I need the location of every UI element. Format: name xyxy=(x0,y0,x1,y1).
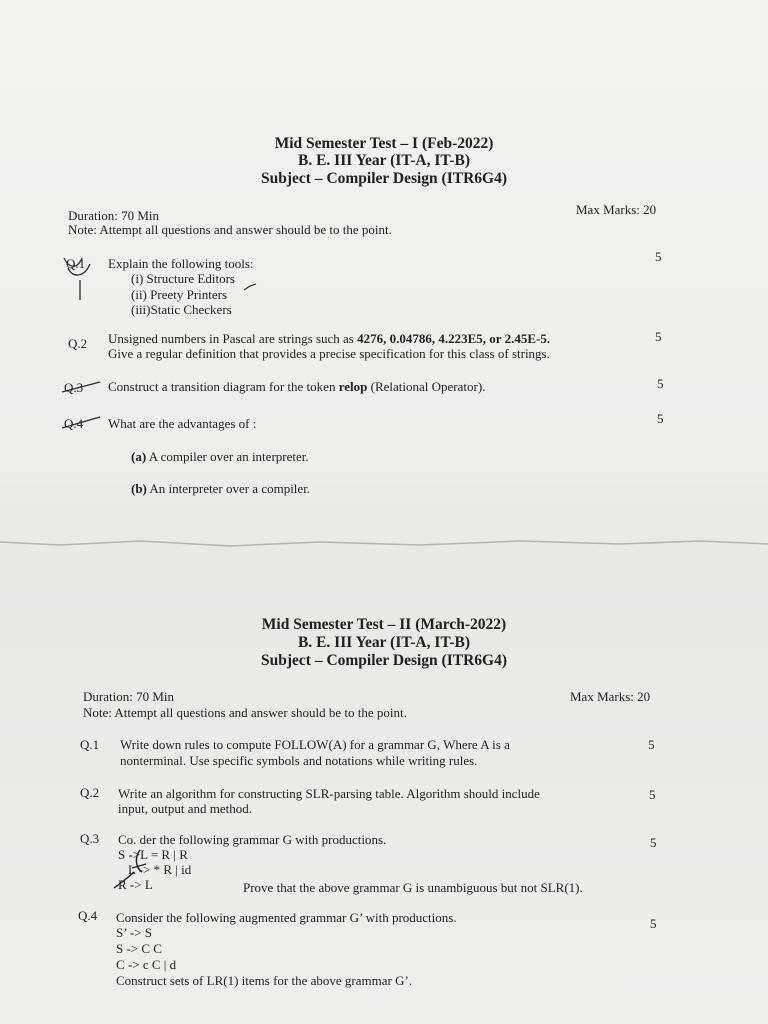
test1-q2-line2: Give a regular definition that provides a precise specification for this class of strings. xyxy=(108,346,550,361)
test2-q4-line1: Consider the following augmented grammar G’ with productions. xyxy=(116,910,457,925)
handwritten-tick-mark xyxy=(242,282,258,294)
test2-q4-prod1: S’ -> S xyxy=(116,925,152,940)
test2-q4-construct: Construct sets of LR(1) items for the above grammar G’. xyxy=(116,973,413,988)
test1-q1-number: Q.1 xyxy=(66,256,86,271)
test2-max-marks: Max Marks: 20 xyxy=(570,689,651,704)
handwritten-tick-scribble xyxy=(58,250,118,310)
test2-q2-number: Q.2 xyxy=(80,785,100,800)
test1-q4-option-a-text: A compiler over an interpreter. xyxy=(146,449,309,464)
test2-q4-number: Q.4 xyxy=(78,908,98,923)
test2-duration: Duration: 70 Min xyxy=(83,689,174,704)
test2-q1-line2: nonterminal. Use specific symbols and notations while writing rules. xyxy=(120,753,478,768)
test1-q1-marks: 5 xyxy=(655,249,662,264)
test1-max-marks: Max Marks: 20 xyxy=(576,202,657,217)
test2-q3-prove: Prove that the above grammar G is unambiguous but not SLR(1). xyxy=(243,880,583,895)
test2-note: Note: Attempt all questions and answer should be to the point. xyxy=(83,705,407,720)
test1-duration: Duration: 70 Min xyxy=(68,208,159,223)
handwritten-scribble xyxy=(112,838,162,896)
test1-q4-marks: 5 xyxy=(657,411,664,426)
test1-q1-item-ii: (ii) Preety Printers xyxy=(131,287,228,302)
test1-q3-marks: 5 xyxy=(657,376,664,391)
test1-title: Mid Semester Test – I (Feb-2022) xyxy=(274,135,494,152)
test1-q2-number: Q.2 xyxy=(68,336,88,351)
test1-q2-line1-bold: 4276, 0.04786, 4.223E5, or 2.45E-5. xyxy=(357,331,551,346)
test1-q3-text-post: (Relational Operator). xyxy=(367,379,486,394)
test2-q2-line1: Write an algorithm for constructing SLR-parsing table. Algorithm should include xyxy=(118,786,540,801)
test1-q4-option-a xyxy=(131,449,309,465)
test2-q2-line2: input, output and method. xyxy=(118,801,252,816)
test2-q4-prod3: C -> c C | d xyxy=(116,957,177,972)
test2-year: B. E. III Year (IT-A, IT-B) xyxy=(298,634,470,651)
test2-title: Mid Semester Test – II (March-2022) xyxy=(261,616,507,633)
test1-q4-option-b xyxy=(131,481,310,497)
test2-q3-prod1: S ->L = R | R xyxy=(118,847,188,862)
test1-q1-text: Explain the following tools: xyxy=(108,256,254,271)
test2-q3-marks: 5 xyxy=(650,835,657,850)
test1-q1-item-iii: (iii)Static Checkers xyxy=(131,302,232,317)
test1-q4-option-b-text: An interpreter over a compiler. xyxy=(146,481,311,496)
test1-q3-text-bold: relop xyxy=(338,379,368,394)
test2-q1-number: Q.1 xyxy=(80,737,100,752)
paper-tear-edge xyxy=(0,536,768,552)
test1-q3-text-pre: Construct a transition diagram for the token xyxy=(108,379,339,394)
test1-q4-option-b-label: (b) xyxy=(131,481,147,496)
test2-q2-marks: 5 xyxy=(649,787,656,802)
test2-q3-prod2: L -> * R | id xyxy=(128,862,192,877)
test2-q1-line1: Write down rules to compute FOLLOW(A) for a grammar G, Where A is a xyxy=(120,737,510,752)
test1-q2-line1-text: Unsigned numbers in Pascal are strings such as xyxy=(108,331,358,346)
test2-q3-number: Q.3 xyxy=(80,831,100,846)
test2-q3-line1: Co. der the following grammar G with productions. xyxy=(118,832,387,847)
test2-q4-prod2: S -> C C xyxy=(116,941,162,956)
handwritten-strike-mark-2 xyxy=(60,414,106,432)
test1-q2-marks: 5 xyxy=(655,329,662,344)
test1-q3-text xyxy=(108,379,485,395)
test1-q1-item-i: (i) Structure Editors xyxy=(131,271,235,286)
test2-q3-prod3: R -> L xyxy=(118,877,153,892)
test2-q4-marks: 5 xyxy=(650,916,657,931)
test1-q3-number: Q.3 xyxy=(64,380,84,395)
test1-q4-text: What are the advantages of : xyxy=(108,416,257,431)
test1-year: B. E. III Year (IT-A, IT-B) xyxy=(298,152,470,169)
handwritten-strike-mark xyxy=(60,378,106,396)
test1-note: Note: Attempt all questions and answer should be to the point. xyxy=(68,222,392,237)
test2-subject: Subject – Compiler Design (ITR6G4) xyxy=(261,652,507,669)
test1-subject: Subject – Compiler Design (ITR6G4) xyxy=(261,170,507,187)
test1-q4-number: Q.4 xyxy=(64,416,84,431)
test1-q2-line1 xyxy=(108,331,550,347)
test2-q1-marks: 5 xyxy=(648,737,655,752)
test1-q4-option-a-label: (a) xyxy=(131,449,147,464)
